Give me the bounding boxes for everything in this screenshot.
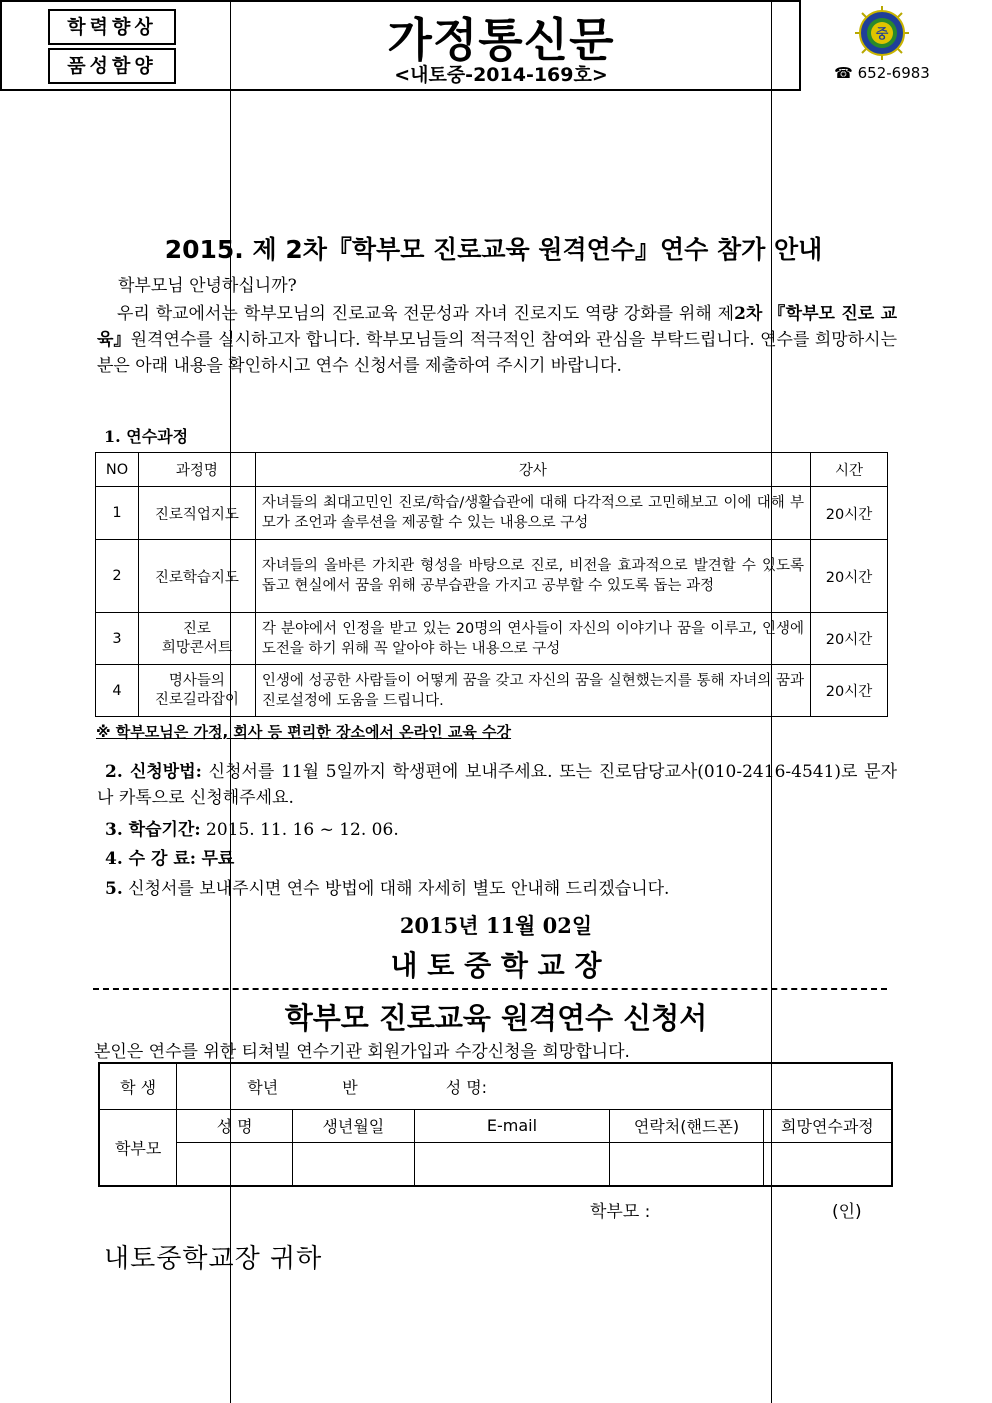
header-hours: 시간	[811, 453, 888, 487]
school-emblem-icon	[852, 4, 912, 62]
addressee: 내토중학교장 귀하	[104, 1244, 323, 1274]
col-course: 희망연수과정	[763, 1109, 892, 1142]
table-row	[96, 665, 888, 717]
course-name-line1: 진로	[182, 620, 211, 637]
row-hours: 20시간	[811, 540, 888, 613]
online-note: ※ 학부모님은 가정, 회사 등 편리한 장소에서 온라인 교육 수강	[96, 723, 512, 741]
row-course-name	[138, 613, 255, 665]
apply-method-label: 2. 신청방법:	[105, 762, 202, 782]
row-description: 자녀들의 올바른 가치관 형성을 바탕으로 진로, 비전을 효과적으로 발견할 수 있도록 돕고 현실에서 꿈을 위해 공부습관을 가지고 공부할 수 있도록 돕는 과정	[255, 540, 810, 613]
principal-name: 내 토 중 학 교 장	[390, 949, 602, 982]
header-instructor: 강사	[255, 453, 810, 487]
section-course-heading: 1. 연수과정	[104, 427, 189, 446]
row-course-name: 진로직업지도	[138, 487, 255, 540]
parent-name-field[interactable]	[177, 1142, 293, 1186]
student-row	[99, 1063, 892, 1109]
row-description: 각 분야에서 인정을 받고 있는 20명의 연사들이 자신의 이야기나 꿈을 이루고, 인생에 도전을 하기 위해 꼭 알아야 하는 내용으로 구성	[255, 613, 810, 665]
intro-session: 2차	[734, 304, 763, 324]
student-class-label: 반	[342, 1077, 358, 1097]
greeting: 학부모님 안녕하십니까?	[118, 276, 297, 296]
cut-line	[93, 988, 887, 990]
tuition-fee-label: 4. 수 강 료:	[105, 849, 197, 869]
course-name-line1: 명사들의	[168, 672, 225, 689]
followup-note	[105, 876, 669, 902]
tuition-fee-text: 무료	[201, 849, 235, 869]
followup-label: 5.	[105, 879, 123, 899]
emblem-letter: 중	[875, 27, 889, 42]
application-table	[98, 1062, 893, 1187]
header-course: 과정명	[138, 453, 255, 487]
parent-input-row	[99, 1142, 892, 1186]
seal-mark: (인)	[832, 1202, 862, 1222]
row-hours: 20시간	[811, 613, 888, 665]
col-name: 성 명	[177, 1109, 293, 1142]
row-description: 자녀들의 최대고민인 진로/학습/생활습관에 대해 다각적으로 고민해보고 이에 대해 부모가 조언과 솔루션을 제공할 수 있는 내용으로 구성	[255, 487, 810, 540]
col-phone: 연락처(핸드폰)	[610, 1109, 764, 1142]
row-no: 3	[96, 613, 139, 665]
intro-program: 『학부모 진로 교육』	[97, 304, 897, 350]
school-phone: ☎ 652-6983	[834, 64, 930, 82]
parent-email-field[interactable]	[414, 1142, 610, 1186]
row-no: 4	[96, 665, 139, 717]
student-label: 학 생	[99, 1063, 177, 1109]
parent-birthdate-field[interactable]	[293, 1142, 415, 1186]
row-no: 1	[96, 487, 139, 540]
newsletter-header	[0, 0, 930, 91]
apply-method-text: 신청서를 11월 5일까지 학생편에 보내주세요. 또는 진로담당교사(010-2416-4541)로 문자나 카톡으로 신청해주세요.	[97, 762, 897, 808]
table-row	[96, 487, 888, 540]
newsletter-title: 가정통신문	[387, 13, 615, 67]
row-course-name: 진로학습지도	[138, 540, 255, 613]
row-no: 2	[96, 540, 139, 613]
student-name-label: 성 명:	[445, 1077, 488, 1097]
parent-phone-field[interactable]	[610, 1142, 764, 1186]
table-row	[96, 540, 888, 613]
issue-number: <내토중-2014-169호>	[394, 64, 608, 86]
form-title: 학부모 진로교육 원격연수 신청서	[284, 1001, 708, 1035]
followup-text: 신청서를 보내주시면 연수 방법에 대해 자세히 별도 안내해 드리겠습니다.	[128, 879, 670, 899]
tuition-fee	[105, 846, 234, 872]
intro-text-d: 원격연수를 실시하고자 합니다. 학부모님들의 적극적인 참여와 관심을 부탁드립니다. 연수를 희망하시는 분은 아래 내용을 확인하시고 연수 신청서를 제출하여 주시기 바랍니다.	[97, 330, 897, 376]
col-birthdate: 생년월일	[293, 1109, 415, 1142]
study-period-text: 2015. 11. 16 ~ 12. 06.	[206, 820, 399, 840]
parent-label: 학부모	[99, 1109, 177, 1186]
course-table	[95, 452, 888, 717]
table-row	[96, 613, 888, 665]
apply-method	[97, 759, 897, 811]
study-period	[105, 817, 399, 843]
row-hours: 20시간	[811, 487, 888, 540]
course-table-header	[96, 453, 888, 487]
course-name-line2: 진로길라잡이	[154, 691, 239, 708]
student-grade-label: 학년	[247, 1077, 279, 1097]
consent-text: 본인은 연수를 위한 티쳐빌 연수기관 회원가입과 수강신청을 희망합니다.	[94, 1042, 630, 1062]
intro-paragraph	[97, 301, 897, 379]
parent-sign-label: 학부모 :	[590, 1202, 651, 1222]
issue-date: 2015년 11월 02일	[399, 913, 593, 938]
parent-course-field[interactable]	[763, 1142, 892, 1186]
col-email: E-mail	[414, 1109, 610, 1142]
row-course-name	[138, 665, 255, 717]
row-description: 인생에 성공한 사람들이 어떻게 꿈을 갖고 자신의 꿈을 실현했는지를 통해 자녀의 꿈과 진로설정에 도움을 드립니다.	[255, 665, 810, 717]
row-hours: 20시간	[811, 665, 888, 717]
motto-tag-academic: 학력향상	[48, 9, 176, 45]
course-name-line2: 희망콘서트	[161, 639, 232, 656]
header-no: NO	[96, 453, 139, 487]
motto-tag-character: 품성함양	[48, 48, 176, 84]
notice-title: 2015. 제 2차『학부모 진로교육 원격연수』연수 참가 안내	[164, 235, 823, 264]
intro-text-a: 우리 학교에서는 학부모님의 진로교육 전문성과 자녀 진로지도 역량 강화를 위해 제	[117, 304, 735, 324]
student-info[interactable]	[177, 1063, 892, 1109]
parent-header-row	[99, 1109, 892, 1142]
study-period-label: 3. 학습기간:	[105, 820, 201, 840]
